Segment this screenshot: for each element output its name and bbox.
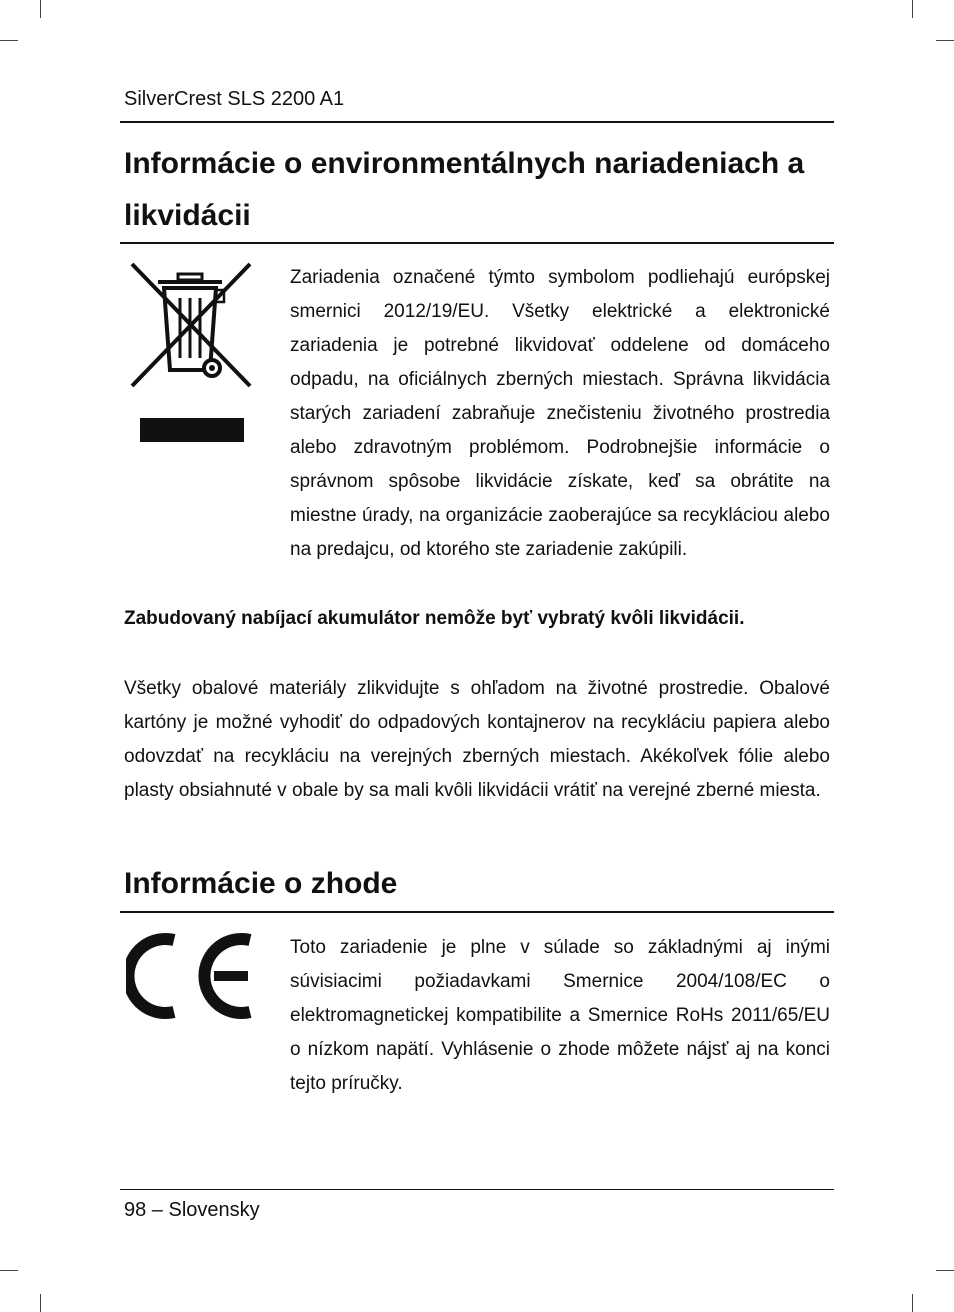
header-rule [120,121,834,123]
ce-conformity-text: Toto zariadenie je plne v súlade so základnými aj inými súvisiacimi požiadavkami Smernice 2004/108/EC o elektromagnetickej kompatibilite a Smernice RoHs 2011/65/EU o nízkom napätí. Vyhlásenie o zhode môžete nájsť aj na konci tejto príručky. [290,937,830,1094]
crop-mark [912,1294,913,1312]
battery-note: Zabudovaný nabíjací akumulátor nemôže byť vybratý kvôli likvidácii. [124,608,745,629]
crop-mark [40,1294,41,1312]
weee-disposal-text: Zariadenia označené týmto symbolom podliehajú európskej smernici 2012/19/EU. Všetky elektrické a elektronické zariadenia je potrebné likvidovať oddelene od domáceho odpadu, na oficiálnych zberných miestach. Správna likvidácia starých zariadení zabraňuje znečisteniu životného prostredia alebo zdravotným problémom. Podrobnejšie informácie o správnom spôsobe likvidácie získate, keď sa obrátite na miestne úrady, na organizácie zaoberajúce sa recykláciou alebo na predajcu, od ktorého ste zariadenie zakúpili. [290,267,830,560]
section-rule [120,242,834,244]
crop-mark [912,0,913,18]
crop-mark [936,1270,954,1271]
page-number: 98 – Slovensky [124,1199,260,1221]
section-title-environment: Informácie o environmentálnych nariadeniach a likvidácii [124,147,805,232]
section-rule [120,911,834,913]
packaging-disposal-text: Všetky obalové materiály zlikvidujte s ohľadom na životné prostredie. Obalové kartóny je možné vyhodiť do odpadových kontajnerov na recykláciu papiera alebo odovzdať na recykláciu na verejných zberných miestach. Akékoľvek fólie alebo plasty obsiahnuté v obale by sa mali kvôli likvidácii vrátiť na verejné zberné miesta. [124,678,830,801]
crop-mark [0,40,18,41]
running-header: SilverCrest SLS 2200 A1 [124,88,345,110]
ce-mark-icon [126,930,256,1022]
crop-mark [936,40,954,41]
crop-mark [40,0,41,18]
crossed-out-wheelie-bin-icon [126,258,256,448]
footer-rule [120,1189,834,1190]
crop-mark [0,1270,18,1271]
section-title-conformity: Informácie o zhode [124,867,398,900]
